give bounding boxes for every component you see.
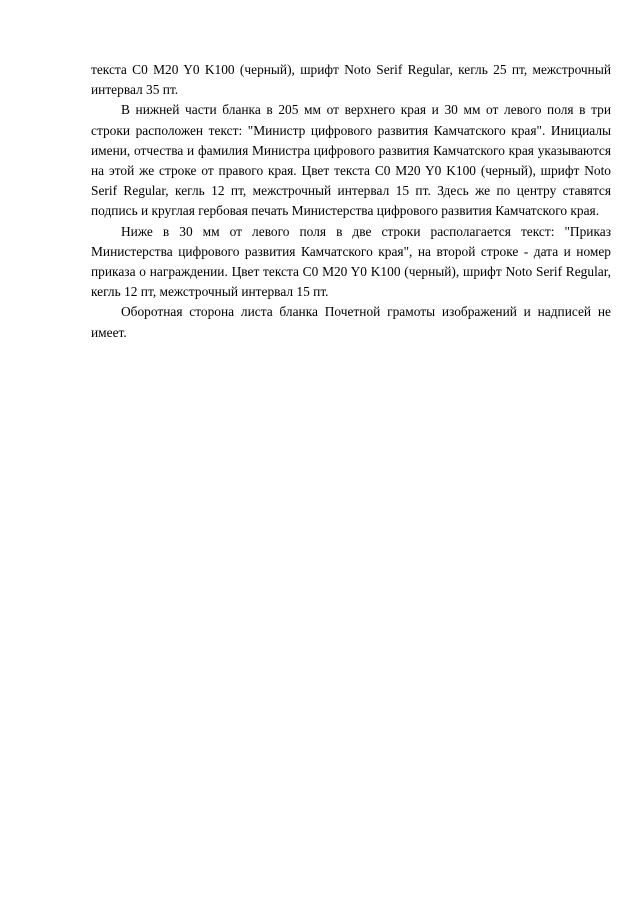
paragraph-order-text-placement: Ниже в 30 мм от левого поля в две строки располагается текст: "Приказ Министерства цифрового развития Камчатского края", на второй строке - дата и номер приказа о награждении. Цвет текста C0 M20 Y0 K100 (черный), шрифт Noto Serif Regular, кегль 12 пт, межстрочный интервал 15 пт. — [91, 223, 611, 300]
paragraph-continuation: текста C0 M20 Y0 K100 (черный), шрифт Noto Serif Regular, кегль 25 пт, межстрочный интервал 35 пт. — [91, 62, 611, 98]
paragraph-reverse-side: Оборотная сторона листа бланка Почетной грамоты изображений и надписей не имеет. — [91, 304, 611, 340]
paragraph-bottom-text-placement: В нижней части бланка в 205 мм от верхнего края и 30 мм от левого поля в три строки расположен текст: "Министр цифрового развития Камчатского края". Инициалы имени, отчества и фамилия Министра цифрового развития Камчатского края указываются на этой же строке от правого края. Цвет текста C0 M20 Y0 K100 (черный), шрифт Noto Serif Regular, кегль 12 пт, межстрочный интервал 15 пт. Здесь же по центру ставятся подпись и круглая гербовая печать Министерства цифрового развития Камчатского края. — [91, 102, 611, 219]
document-body — [91, 60, 611, 343]
